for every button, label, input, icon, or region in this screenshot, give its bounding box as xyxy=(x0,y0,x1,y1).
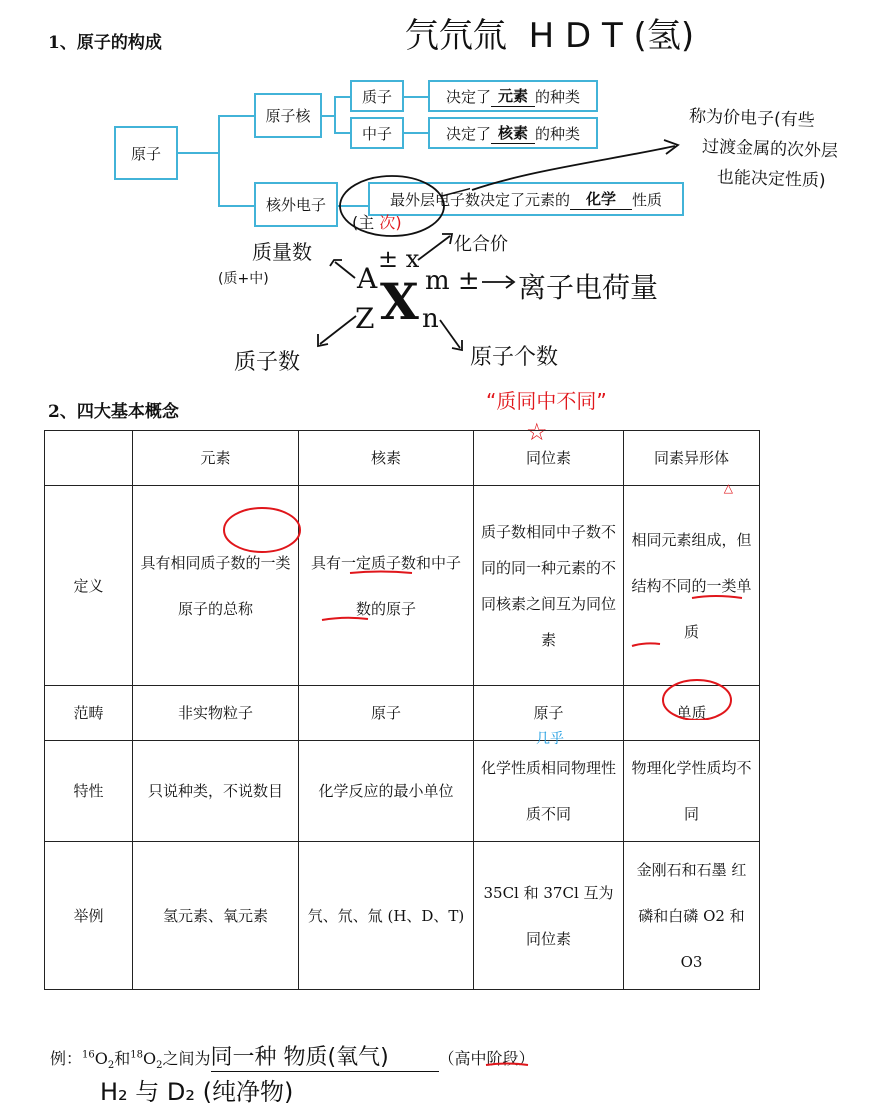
top-handwritten-note: 氕氘氚 H D T (氢) xyxy=(405,16,695,56)
table-cell: 氢元素、氧元素 xyxy=(133,842,299,990)
table-row-example xyxy=(45,842,760,990)
proton-decides-box: 决定了 元素 的种类 xyxy=(428,80,598,112)
table-cell: 相同元素组成，但结构不同的一类单质 xyxy=(624,486,760,686)
fill-chemical: 化学 xyxy=(570,188,632,210)
nucleus-box: 原子核 xyxy=(254,93,322,138)
table-cell: 具有一定质子数和中子数的原子 xyxy=(299,486,474,686)
table-row-property xyxy=(45,741,760,842)
fill-element: 元素 xyxy=(491,85,535,107)
header-cell: 核素 xyxy=(299,431,474,486)
outer-electrons-box: 最外层电子数决定了元素的 化学 性质 xyxy=(368,182,684,216)
arrow-to-side-note xyxy=(470,130,690,200)
proton-number-note: 质子数 xyxy=(234,350,301,375)
example-fill: 同一种 物质(氧气) xyxy=(211,1040,439,1072)
table-cell: 原子 xyxy=(299,686,474,741)
row-label: 定义 xyxy=(45,486,133,686)
notation-X: X xyxy=(380,272,419,331)
notation-m-pm: m ± xyxy=(425,266,480,296)
header-cell: 同位素 xyxy=(474,431,624,486)
proton-box: 质子 xyxy=(350,80,404,112)
table-cell: 非实物粒子 xyxy=(133,686,299,741)
star-icon: ☆ xyxy=(526,418,548,446)
circle-note: (主 次) xyxy=(352,213,402,232)
table-cell: 原子 xyxy=(474,686,624,741)
valence-note: 化合价 xyxy=(454,234,508,255)
row-label: 举例 xyxy=(45,842,133,990)
neutron-box: 中子 xyxy=(350,117,404,149)
row-label: 范畴 xyxy=(45,686,133,741)
mass-formula-note: (质+中) xyxy=(218,271,269,287)
example-note: H₂ 与 D₂ (纯净物) xyxy=(100,1078,294,1106)
section1-title: 1、原子的构成 xyxy=(48,33,162,53)
quote-note: “质同中不同” xyxy=(486,389,607,413)
table-annotations xyxy=(140,470,760,720)
row-label: 特性 xyxy=(45,741,133,842)
table-cell: 35Cl 和 37Cl 互为同位素 xyxy=(474,842,624,990)
header-cell: 同素异形体 △ xyxy=(624,431,760,486)
table-cell: 化学性质相同物理性质不同 xyxy=(474,741,624,842)
example-line: 例：$^{16}O_2$和$^{18}O_2$之间为同一种 物质(氧气) （高中阶段） xyxy=(50,1040,535,1072)
notation-n: n xyxy=(422,304,439,334)
atom-count-note: 原子个数 xyxy=(470,345,559,370)
example-underline xyxy=(484,1060,534,1070)
ion-charge-note: 离子电荷量 xyxy=(518,271,659,304)
table-cell: 单质 xyxy=(624,686,760,741)
table-cell: 金刚石和石墨 红磷和白磷 O2 和 O3 xyxy=(624,842,760,990)
header-cell xyxy=(45,431,133,486)
section2-title: 2、四大基本概念 xyxy=(48,402,179,422)
fill-nuclide: 核素 xyxy=(491,122,535,144)
notation-pm-x: ± x xyxy=(378,245,420,273)
mass-number-note: 质量数 xyxy=(252,240,312,264)
notation-Z: Z xyxy=(355,302,375,335)
side-note: 称为价电子(有些 过渡金属的次外层 也能决定性质) xyxy=(688,106,839,192)
table-cell: 氕、氘、氚 (H、D、T) xyxy=(299,842,474,990)
table-cell: 只说种类，不说数目 xyxy=(133,741,299,842)
neutron-decides-box: 决定了 核素 的种类 xyxy=(428,117,598,149)
table-cell: 具有相同质子数的一类原子的总称 xyxy=(133,486,299,686)
notation-A: A xyxy=(357,262,378,295)
table-cell: 质子数相同中子数不同的同一种元素的不同核素之间互为同位素 xyxy=(474,486,624,686)
table-cell: 物理化学性质均不同 xyxy=(624,741,760,842)
fanchou-note: 几乎 xyxy=(536,731,564,747)
table-cell: 化学反应的最小单位 xyxy=(299,741,474,842)
header-cell: 元素 xyxy=(133,431,299,486)
electrons-box: 核外电子 xyxy=(254,182,338,227)
atom-box: 原子 xyxy=(114,126,178,180)
